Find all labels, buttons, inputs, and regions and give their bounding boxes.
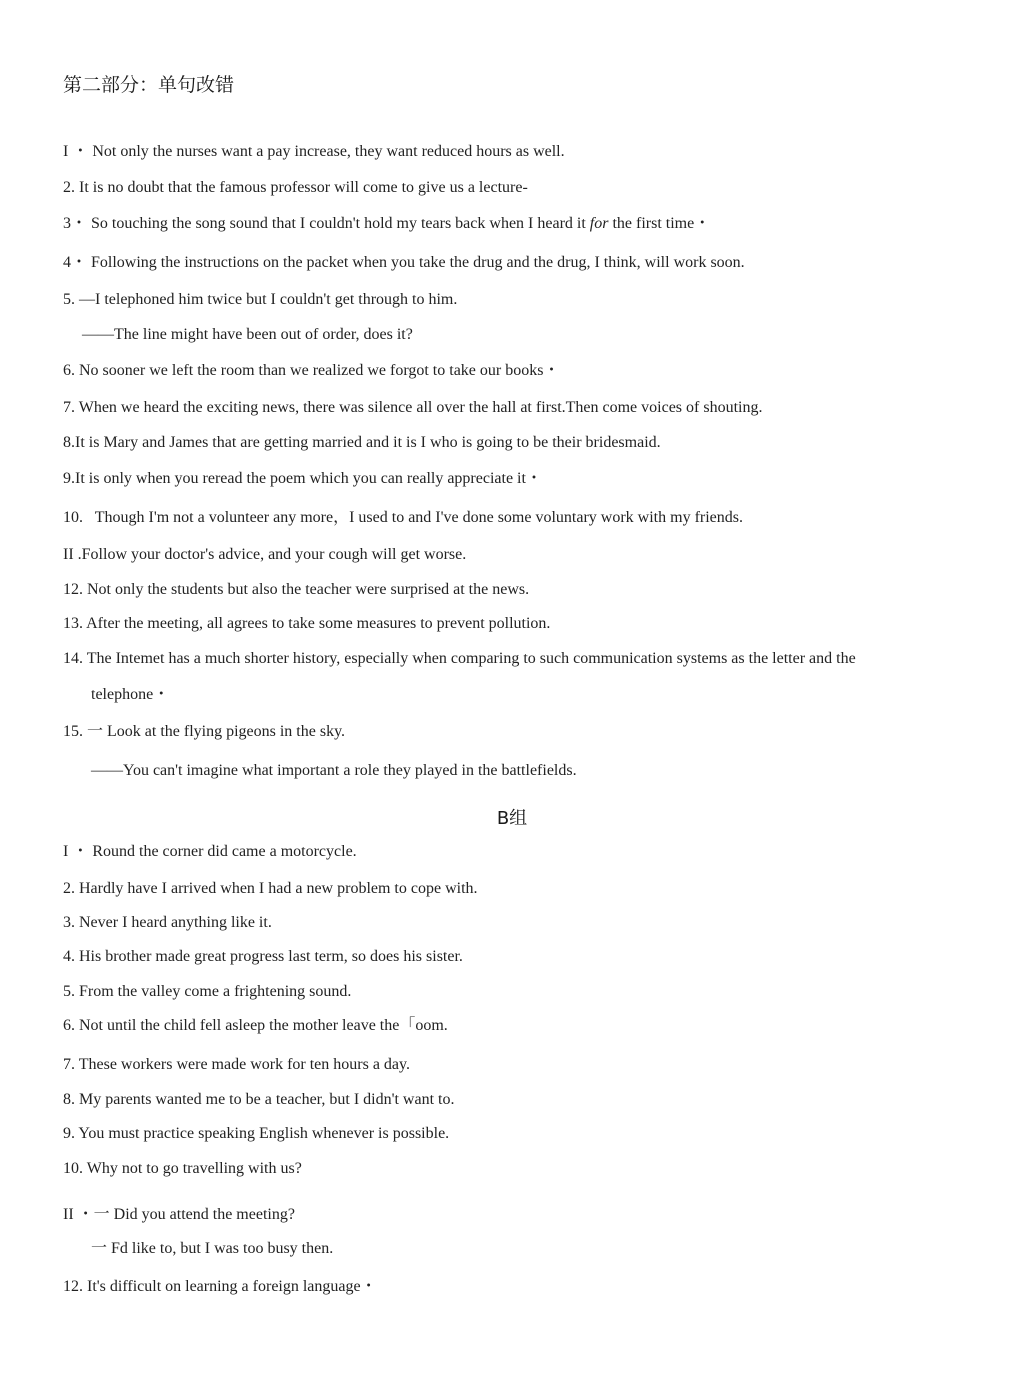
question-a-3 (63, 214, 710, 234)
section-heading: 第二部分：单句改错 (63, 74, 235, 96)
question-a-14-continued: telephone・ (91, 686, 170, 703)
question-b-9: 9. You must practice speaking English whenever is possible. (63, 1125, 450, 1142)
question-a-3-text-before: 3・ So touching the song sound that I couldn't hold my tears back when I heard it (63, 215, 590, 232)
question-b-5: 5. From the valley come a frightening sound. (63, 983, 352, 1000)
question-a-6: 6. No sooner we left the room than we realized we forgot to take our books・ (63, 362, 560, 379)
question-a-15-reply: ——You can't imagine what important a role they played in the battlefields. (91, 762, 577, 779)
question-b-7: 7. These workers were made work for ten hours a day. (63, 1056, 410, 1073)
question-a-7: 7. When we heard the exciting news, there was silence all over the hall at first.Then come voices of shouting. (63, 399, 763, 416)
question-a-15: 15. 一 Look at the flying pigeons in the sky. (63, 723, 346, 740)
question-b-4: 4. His brother made great progress last term, so does his sister. (63, 948, 463, 965)
question-a-11: II .Follow your doctor's advice, and your cough will get worse. (63, 546, 467, 563)
question-b-10: 10. Why not to go travelling with us? (63, 1160, 302, 1177)
question-b-12: 12. It's difficult on learning a foreign language・ (63, 1278, 377, 1295)
question-b-8: 8. My parents wanted me to be a teacher, but I didn't want to. (63, 1091, 455, 1108)
question-a-14: 14. The Intemet has a much shorter history, especially when comparing to such communication systems as the letter and the (63, 650, 856, 667)
question-a-5-reply: ——The line might have been out of order, does it? (82, 326, 413, 343)
question-b-11: II ・一 Did you attend the meeting? (63, 1206, 295, 1223)
question-a-3-italic-word: for (589, 215, 609, 232)
question-a-3-text-after: the first time・ (608, 215, 711, 232)
question-b-1: I ・ Round the corner did came a motorcycle. (63, 843, 357, 860)
question-a-4: 4・ Following the instructions on the packet when you take the drug and the drug, I think, will work soon. (63, 254, 745, 271)
question-a-12: 12. Not only the students but also the teacher were surprised at the news. (63, 581, 530, 598)
question-b-11-reply: 一 Fd like to, but I was too busy then. (91, 1240, 334, 1257)
question-a-8: 8.It is Mary and James that are getting married and it is I who is going to be their bridesmaid. (63, 434, 661, 451)
question-b-2: 2. Hardly have I arrived when I had a new problem to cope with. (63, 880, 478, 897)
group-b-title: B组 (496, 808, 528, 829)
question-a-9: 9.It is only when you reread the poem which you can really appreciate it・ (63, 470, 542, 487)
question-a-1: I ・ Not only the nurses want a pay increase, they want reduced hours as well. (63, 143, 565, 160)
question-a-2: 2. It is no doubt that the famous professor will come to give us a lecture- (63, 179, 528, 196)
question-b-6: 6. Not until the child fell asleep the mother leave the「oom. (63, 1017, 448, 1034)
question-a-13: 13. After the meeting, all agrees to take some measures to prevent pollution. (63, 615, 551, 632)
question-b-3: 3. Never I heard anything like it. (63, 914, 272, 931)
question-a-10: 10. Though I'm not a volunteer any more，I used to and I've done some voluntary work with my friends. (63, 509, 743, 526)
question-a-5: 5. —I telephoned him twice but I couldn't get through to him. (63, 291, 458, 308)
